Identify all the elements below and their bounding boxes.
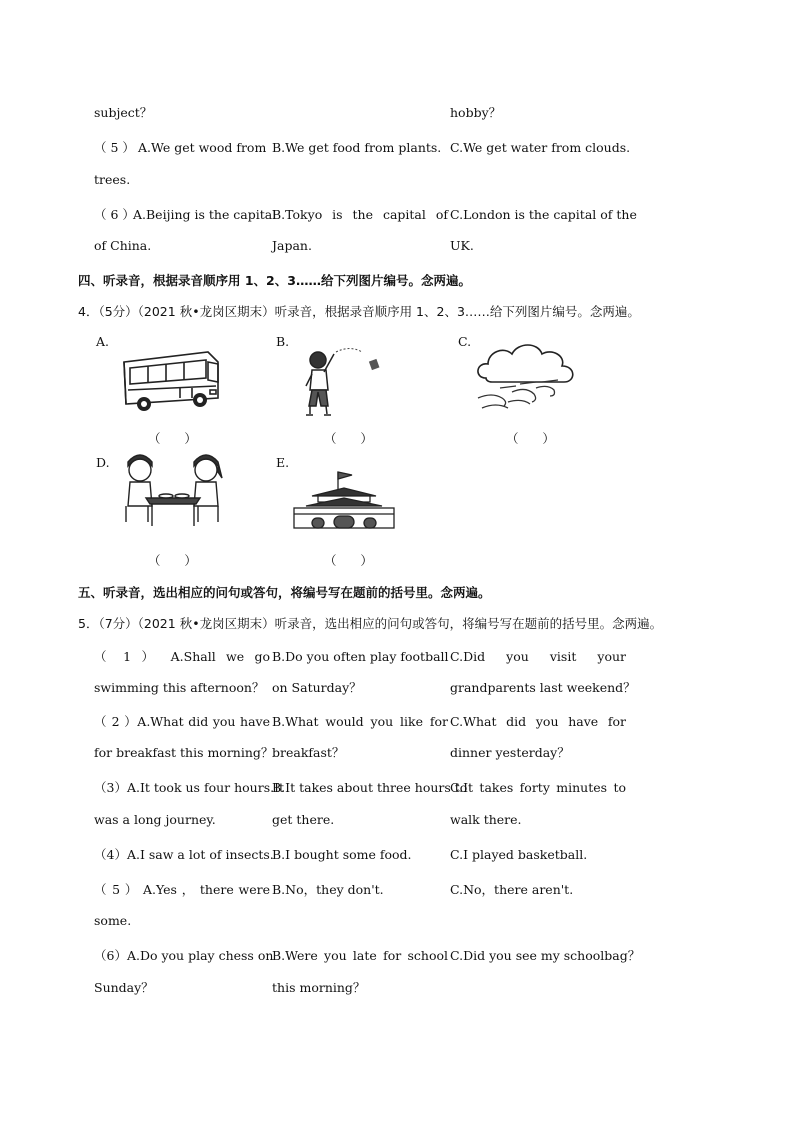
q5-row1-option-c: C.Did you visit your [450,649,626,664]
q3-row5-option-b: B.We get food from plants. [272,140,442,155]
q5-row2-option-c-cont: dinner yesterday？ [450,745,570,760]
q5-row6-option-a: （6）A.Do you play chess on [94,948,274,963]
q5-row3-option-c-cont: walk there. [450,812,522,827]
q3-row5-number: （ 5 ） [94,140,135,155]
q3-row6-option-b-cont: Japan. [272,238,312,253]
q5-row1-option-a-cont: swimming this afternoon？ [94,680,265,695]
windy-cloud-icon [472,338,580,416]
q3-row4-option-a-cont: subject？ [94,105,153,120]
q3-row5-option-a-cont: trees. [94,172,131,187]
q5-row5-option-b: B.No，they don't. [272,882,384,897]
q5-row6-option-b-cont: this morning？ [272,980,366,995]
q5-row3-option-c: C.It takes forty minutes to [450,780,626,795]
picture-d-answer-blank[interactable]: （ ） [148,553,197,568]
q5-row4-option-b: B.I bought some food. [272,847,412,862]
q5-row4-option-a: （4）A.I saw a lot of insects. [94,847,274,862]
question-4-prompt: 4．（5分）（2021 秋•龙岗区期末）听录音，根据录音顺序用 1、2、3……给下列图片编号。念两遍。 [78,304,640,319]
q5-row5-option-a: （ 5 ） A.Yes ， there were [94,882,270,897]
q5-row2-option-a: （ 2 ）A.What did you have [94,714,270,729]
q5-row3-option-a-cont: was a long journey. [94,812,216,827]
picture-a-letter: A. [96,334,110,349]
q5-row2-option-b: B.What would you like for [272,714,448,729]
section-4-heading: 四、听录音，根据录音顺序用 1、2、3……给下列图片编号。念两遍。 [78,273,471,288]
q5-row1-option-b: B.Do you often play football [272,649,449,664]
tiananmen-icon [290,470,398,532]
boy-throwing-icon [300,346,384,418]
q3-row6-option-b: B.Tokyo is the capital of [272,207,448,222]
q5-row6-option-c: C.Did you see my schoolbag？ [450,948,641,963]
q5-row1-option-b-cont: on Saturday？ [272,680,362,695]
q3-row4-option-c-cont: hobby？ [450,105,502,120]
picture-b-answer-blank[interactable]: （ ） [324,431,373,446]
q5-row1-option-a: （ 1 ） A.Shall we go [94,649,270,664]
picture-e-answer-blank[interactable]: （ ） [324,553,373,568]
q5-row5-option-a-cont: some. [94,913,132,928]
q5-row3-option-b-cont: get there. [272,812,335,827]
picture-c-answer-blank[interactable]: （ ） [506,431,555,446]
picture-b-letter: B. [276,334,290,349]
q5-row2-option-b-cont: breakfast？ [272,745,345,760]
q5-row2-option-c: C.What did you have for [450,714,626,729]
q5-row3-option-a: （3）A.It took us four hours.It [94,780,285,795]
picture-d-letter: D. [96,455,110,470]
question-5-prompt: 5．（7分）（2021 秋•龙岗区期末）听录音，选出相应的问句或答句，将编号写在题前的括号里。念两遍。 [78,616,663,631]
q3-row6-option-c: C.London is the capital of the [450,207,637,222]
q3-row5-option-a: A.We get wood from [138,140,267,155]
q5-row3-option-b: B.It takes about three hours to [272,780,468,795]
bus-icon [118,348,222,416]
q5-row1-option-c-cont: grandparents last weekend？ [450,680,636,695]
children-eating-icon [112,452,232,532]
q5-row6-option-a-cont: Sunday？ [94,980,154,995]
q3-row6-number: （ 6 ） [94,207,135,222]
q3-row6-option-a: A.Beijing is the capital [133,207,277,222]
picture-a-answer-blank[interactable]: （ ） [148,431,197,446]
q3-row6-option-a-cont: of China. [94,238,152,253]
q5-row5-option-c: C.No，there aren't. [450,882,574,897]
q5-row6-option-b: B.Were you late for school [272,948,448,963]
section-5-heading: 五、听录音，选出相应的问句或答句，将编号写在题前的括号里。念两遍。 [78,585,491,600]
q5-row4-option-c: C.I played basketball. [450,847,588,862]
picture-c-letter: C. [458,334,472,349]
picture-e-letter: E. [276,455,290,470]
q5-row2-option-a-cont: for breakfast this morning？ [94,745,274,760]
q3-row5-option-c: C.We get water from clouds. [450,140,631,155]
q3-row6-option-c-cont: UK. [450,238,474,253]
